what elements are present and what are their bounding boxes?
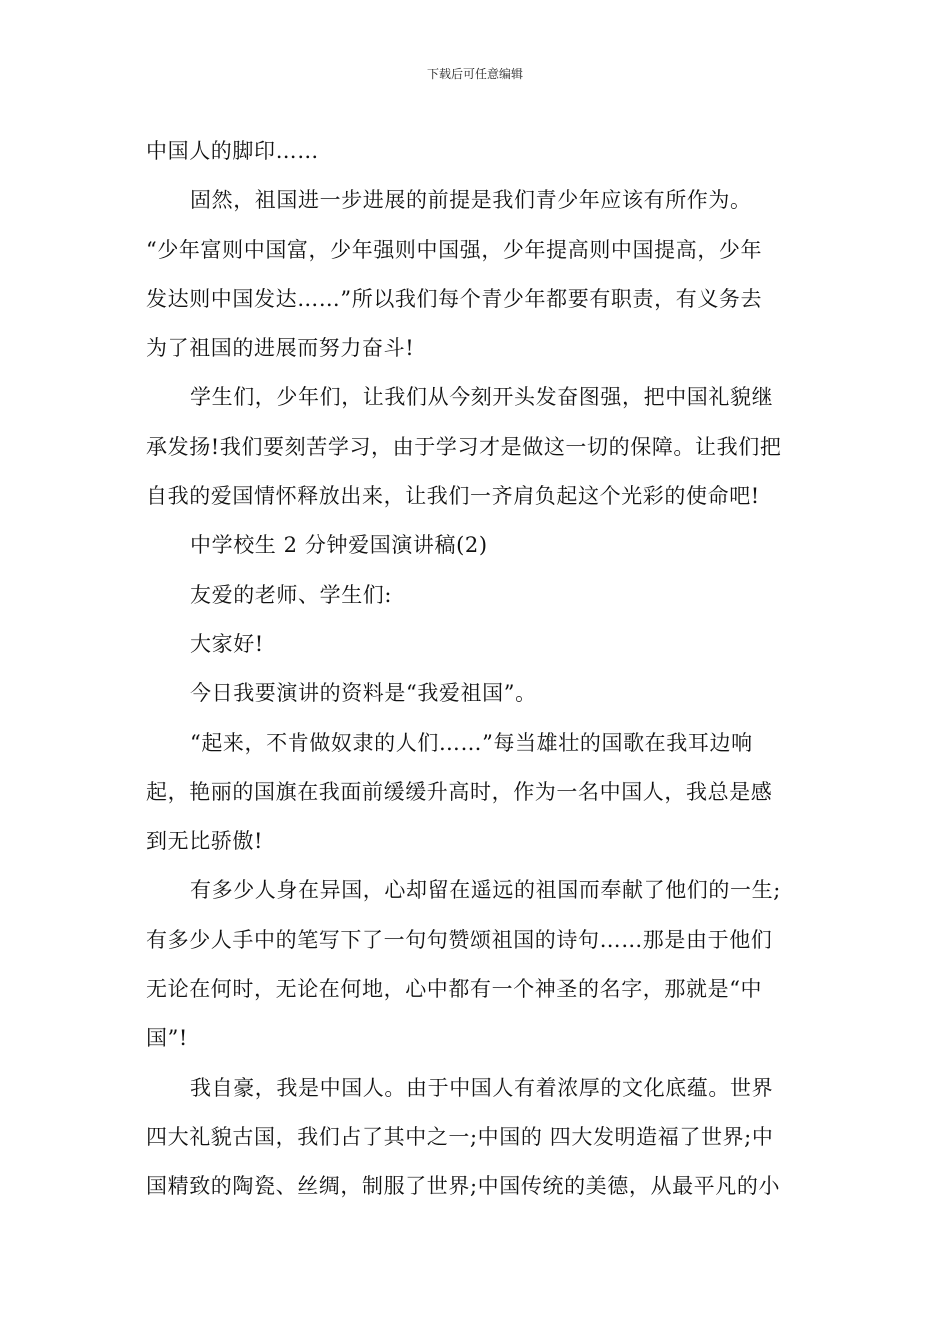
text-line: 为了祖国的进展而努力奋斗!	[146, 336, 415, 361]
text-line: 承发扬!我们要刻苦学习，由于学习才是做这一切的保障。让我们把	[146, 434, 782, 459]
text-line: 学生们，少年们，让我们从今刻开头发奋图强，把中国礼貌继	[190, 385, 774, 410]
salutation: 友爱的老师、学生们:	[190, 582, 393, 607]
text-line: 中国人的脚印……	[146, 139, 319, 163]
text-line: “少年富则中国富，少年强则中国强，少年提高则中国提高，少年	[146, 237, 763, 262]
body-text	[146, 127, 806, 1212]
text-line: 我自豪，我是中国人。由于中国人有着浓厚的文化底蕴。世界	[190, 1075, 774, 1100]
section-title: 中学校生 2 分钟爱国演讲稿(2)	[190, 533, 488, 558]
text-line: 有多少人身在异国，心却留在遥远的祖国而奉献了他们的一生;	[190, 878, 781, 903]
text-line: 固然，祖国进一步进展的前提是我们青少年应该有所作为。	[190, 188, 752, 213]
text-line: 今日我要演讲的资料是“我爱祖国”。	[190, 681, 537, 706]
text-line: 有多少人手中的笔写下了一句句赞颂祖国的诗句……那是由于他们	[146, 927, 773, 952]
page-header: 下载后可任意编辑	[426, 67, 523, 81]
text-line: 起，艳丽的国旗在我面前缓缓升高时，作为一名中国人，我总是感	[146, 779, 773, 804]
text-line: 国”!	[146, 1026, 188, 1051]
greeting: 大家好!	[190, 631, 264, 656]
text-line: 无论在何时，无论在何地，心中都有一个神圣的名字，那就是“中	[146, 977, 763, 1002]
text-line: 发达则中国发达……”所以我们每个青少年都要有职责，有义务去	[146, 286, 763, 311]
text-line: 到无比骄傲!	[146, 829, 264, 854]
text-line: 国精致的陶瓷、丝绸，制服了世界;中国传统的美德，从最平凡的小	[146, 1174, 781, 1199]
text-line: “起来，不肯做奴隶的人们……”每当雄壮的国歌在我耳边响	[190, 730, 753, 755]
text-line: 自我的爱国情怀释放出来，让我们一齐肩负起这个光彩的使命吧!	[146, 484, 760, 509]
text-line: 四大礼貌古国，我们占了其中之一;中国的 四大发明造福了世界;中	[146, 1124, 774, 1149]
